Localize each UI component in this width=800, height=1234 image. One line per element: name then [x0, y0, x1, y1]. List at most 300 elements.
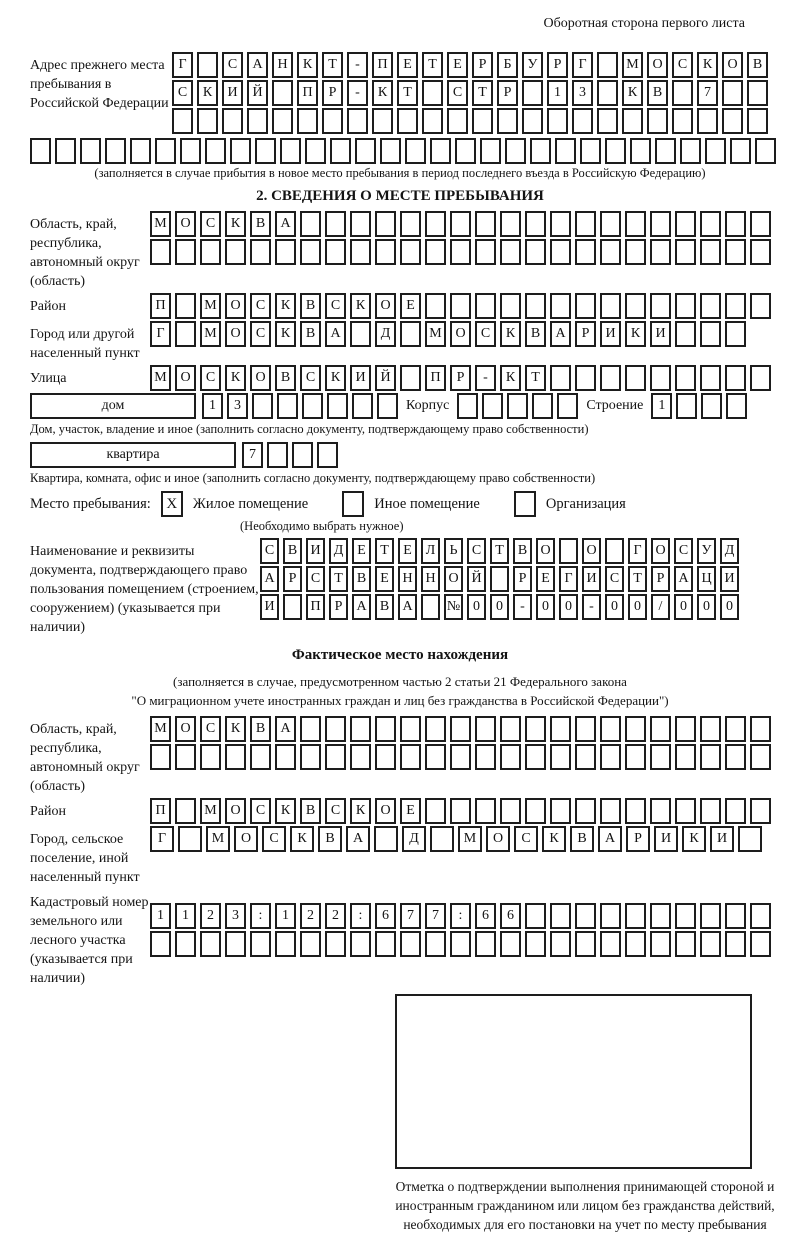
char-cell: 0 — [605, 594, 624, 620]
char-cell: О — [722, 52, 743, 78]
char-cell: С — [467, 538, 486, 564]
char-cell — [275, 239, 296, 265]
char-cell — [726, 393, 747, 419]
char-cell — [375, 239, 396, 265]
char-cell — [377, 393, 398, 419]
char-cell: О — [444, 566, 463, 592]
char-cell: И — [650, 321, 671, 347]
char-cell — [375, 211, 396, 237]
char-cell: А — [352, 594, 371, 620]
char-cell — [738, 826, 762, 852]
char-cell: Н — [398, 566, 417, 592]
char-cell — [530, 138, 551, 164]
char-cell — [600, 211, 621, 237]
char-cell: Е — [398, 538, 417, 564]
char-cell — [200, 931, 221, 957]
house-number-cells — [202, 393, 402, 419]
char-cell — [327, 393, 348, 419]
char-cell — [475, 211, 496, 237]
char-cell: Р — [322, 80, 343, 106]
char-cell: М — [200, 321, 221, 347]
char-cell — [500, 211, 521, 237]
char-cell — [700, 321, 721, 347]
char-cell: К — [622, 80, 643, 106]
char-cell: Д — [375, 321, 396, 347]
char-cell — [559, 538, 578, 564]
char-cell: О — [486, 826, 510, 852]
char-cell — [497, 108, 518, 134]
char-cell — [350, 716, 371, 742]
stroenie-cells — [651, 393, 751, 419]
prev-address-block — [30, 52, 770, 136]
char-cell: 7 — [697, 80, 718, 106]
char-cell — [252, 393, 273, 419]
char-cell — [525, 211, 546, 237]
char-cell — [175, 321, 196, 347]
char-cell: В — [300, 293, 321, 319]
region-block — [30, 211, 770, 291]
char-cell — [580, 138, 601, 164]
char-cell — [557, 393, 578, 419]
char-cell: Т — [422, 52, 443, 78]
char-cell — [700, 931, 721, 957]
char-cell — [575, 744, 596, 770]
char-cell — [725, 293, 746, 319]
char-cell — [655, 138, 676, 164]
char-cell — [300, 211, 321, 237]
char-cell — [700, 211, 721, 237]
char-cell: Г — [150, 321, 171, 347]
char-cell — [725, 239, 746, 265]
char-cell — [197, 108, 218, 134]
char-cell — [525, 931, 546, 957]
char-cell: Т — [525, 365, 546, 391]
char-cell: А — [674, 566, 693, 592]
char-cell — [222, 108, 243, 134]
char-cell — [300, 716, 321, 742]
char-cell — [725, 211, 746, 237]
char-cell — [600, 239, 621, 265]
char-cell — [705, 138, 726, 164]
region-row-2 — [150, 239, 775, 265]
char-cell — [255, 138, 276, 164]
char-cell: А — [346, 826, 370, 852]
char-cell: У — [697, 538, 716, 564]
char-cell — [197, 52, 218, 78]
char-cell: П — [297, 80, 318, 106]
char-cell: Д — [329, 538, 348, 564]
char-cell — [725, 931, 746, 957]
char-cell: 3 — [572, 80, 593, 106]
char-cell: М — [622, 52, 643, 78]
char-cell: С — [222, 52, 243, 78]
char-cell: К — [297, 52, 318, 78]
prev-address-label: Адрес прежнего места пребывания в Российской Федерации — [30, 58, 169, 111]
char-cell: М — [150, 211, 171, 237]
char-cell — [622, 108, 643, 134]
char-cell — [600, 716, 621, 742]
char-cell: - — [347, 52, 368, 78]
char-cell: А — [325, 321, 346, 347]
char-cell: В — [275, 365, 296, 391]
char-cell: В — [525, 321, 546, 347]
char-cell — [425, 239, 446, 265]
char-cell — [305, 138, 326, 164]
char-cell: Н — [272, 52, 293, 78]
char-cell: Ц — [697, 566, 716, 592]
apartment-note: Квартира, комната, офис и иное (заполнить согласно документу, подтверждающему право собственности) — [30, 471, 596, 485]
char-cell — [600, 931, 621, 957]
char-cell — [600, 798, 621, 824]
char-cell — [522, 80, 543, 106]
char-cell — [650, 239, 671, 265]
char-cell: С — [447, 80, 468, 106]
char-cell — [522, 108, 543, 134]
char-cell — [747, 80, 768, 106]
checkbox-residential: X — [161, 491, 183, 517]
char-cell: А — [398, 594, 417, 620]
char-cell — [275, 931, 296, 957]
cadastral-grid — [150, 903, 775, 959]
char-cell — [625, 798, 646, 824]
char-cell — [482, 393, 503, 419]
char-cell — [675, 365, 696, 391]
char-cell — [750, 931, 771, 957]
char-cell: Р — [472, 52, 493, 78]
char-cell: С — [260, 538, 279, 564]
char-cell — [225, 744, 246, 770]
char-cell — [450, 293, 471, 319]
prev-address-note: (заполняется в случае прибытия в новое место пребывания в период последнего въезда в Российскую Федерацию) — [94, 166, 706, 180]
char-cell — [625, 716, 646, 742]
region-row-1 — [150, 211, 775, 237]
char-cell — [330, 138, 351, 164]
char-cell — [425, 744, 446, 770]
document-label: Наименование и реквизиты документа, подтверждающего право пользования помещением (строением, сооружением) (указывается при наличии) — [30, 544, 259, 635]
char-cell — [475, 716, 496, 742]
char-cell — [700, 239, 721, 265]
char-cell: Е — [536, 566, 555, 592]
char-cell — [405, 138, 426, 164]
char-cell — [350, 931, 371, 957]
char-cell — [272, 80, 293, 106]
char-cell — [675, 239, 696, 265]
char-cell — [600, 903, 621, 929]
char-cell: - — [475, 365, 496, 391]
char-cell — [421, 594, 440, 620]
char-cell: Т — [375, 538, 394, 564]
char-cell — [425, 211, 446, 237]
char-cell — [205, 138, 226, 164]
char-cell — [30, 138, 51, 164]
char-cell: У — [522, 52, 543, 78]
char-cell: 0 — [674, 594, 693, 620]
actual-location-note-2: "О миграционном учете иностранных граждан и лиц без гражданства в Российской Федерации") — [131, 693, 669, 708]
char-cell: О — [647, 52, 668, 78]
char-cell — [372, 108, 393, 134]
char-cell — [597, 80, 618, 106]
char-cell — [675, 903, 696, 929]
actual-city-block — [30, 826, 770, 887]
char-cell: О — [375, 293, 396, 319]
option-label-organization: Организация — [545, 495, 626, 512]
char-cell — [355, 138, 376, 164]
char-cell: Г — [572, 52, 593, 78]
char-cell — [625, 293, 646, 319]
char-cell — [175, 744, 196, 770]
char-cell — [550, 716, 571, 742]
char-cell — [550, 744, 571, 770]
char-cell — [457, 393, 478, 419]
char-cell: / — [651, 594, 670, 620]
char-cell — [400, 744, 421, 770]
char-cell — [300, 931, 321, 957]
char-cell: С — [300, 365, 321, 391]
char-cell: Р — [450, 365, 471, 391]
char-cell: Й — [467, 566, 486, 592]
char-cell — [322, 108, 343, 134]
char-cell — [625, 744, 646, 770]
char-cell: - — [582, 594, 601, 620]
char-cell: Й — [375, 365, 396, 391]
char-cell — [750, 744, 771, 770]
char-cell: С — [605, 566, 624, 592]
actual-region-label: Область, край, республика, автономный округ (область) — [30, 722, 140, 794]
char-cell: Д — [720, 538, 739, 564]
prev-address-row-4-full — [30, 138, 770, 164]
char-cell — [475, 293, 496, 319]
char-cell — [600, 293, 621, 319]
char-cell: Г — [150, 826, 174, 852]
region-label: Область, край, республика, автономный округ (область) — [30, 217, 140, 289]
char-cell — [350, 239, 371, 265]
char-cell — [700, 744, 721, 770]
char-cell: К — [225, 365, 246, 391]
document-row-1 — [260, 538, 743, 564]
char-cell: О — [250, 365, 271, 391]
char-cell — [400, 239, 421, 265]
char-cell: В — [300, 798, 321, 824]
char-cell — [400, 931, 421, 957]
prev-address-row-3 — [172, 108, 772, 134]
char-cell — [350, 321, 371, 347]
char-cell: Т — [628, 566, 647, 592]
char-cell: О — [225, 798, 246, 824]
char-cell — [200, 239, 221, 265]
char-cell — [325, 744, 346, 770]
char-cell — [725, 321, 746, 347]
char-cell — [500, 716, 521, 742]
char-cell — [447, 108, 468, 134]
char-cell: Р — [497, 80, 518, 106]
char-cell — [550, 931, 571, 957]
char-cell: П — [306, 594, 325, 620]
char-cell — [350, 211, 371, 237]
actual-district-row — [150, 798, 775, 824]
city-label: Город или другой населенный пункт — [30, 327, 140, 361]
char-cell: П — [372, 52, 393, 78]
char-cell — [750, 239, 771, 265]
char-cell — [230, 138, 251, 164]
char-cell: № — [444, 594, 463, 620]
char-cell — [525, 798, 546, 824]
char-cell: Р — [329, 594, 348, 620]
char-cell — [725, 365, 746, 391]
char-cell: 0 — [559, 594, 578, 620]
korpus-label: Корпус — [406, 398, 450, 413]
document-row-2 — [260, 566, 743, 592]
char-cell — [105, 138, 126, 164]
char-cell: Ь — [444, 538, 463, 564]
char-cell — [547, 108, 568, 134]
char-cell: А — [275, 716, 296, 742]
char-cell — [422, 108, 443, 134]
char-cell: И — [600, 321, 621, 347]
char-cell — [700, 903, 721, 929]
char-cell — [455, 138, 476, 164]
char-cell — [374, 826, 398, 852]
char-cell — [302, 393, 323, 419]
char-cell: М — [150, 716, 171, 742]
char-cell — [525, 239, 546, 265]
actual-city-row — [150, 826, 766, 852]
char-cell — [625, 931, 646, 957]
char-cell: К — [542, 826, 566, 852]
checkbox-organization — [514, 491, 536, 517]
char-cell — [500, 744, 521, 770]
char-cell: С — [306, 566, 325, 592]
char-cell: Т — [322, 52, 343, 78]
district-row — [150, 293, 775, 319]
char-cell: С — [325, 293, 346, 319]
char-cell: С — [672, 52, 693, 78]
char-cell — [701, 393, 722, 419]
char-cell: 7 — [242, 442, 263, 468]
char-cell: В — [318, 826, 342, 852]
document-grid — [260, 538, 743, 622]
char-cell: 1 — [175, 903, 196, 929]
char-cell — [400, 321, 421, 347]
char-cell: И — [350, 365, 371, 391]
char-cell — [750, 365, 771, 391]
char-cell — [400, 365, 421, 391]
char-cell — [650, 211, 671, 237]
char-cell — [283, 594, 302, 620]
char-cell — [600, 744, 621, 770]
char-cell — [450, 744, 471, 770]
region-grid — [150, 211, 775, 267]
char-cell — [750, 798, 771, 824]
char-cell — [755, 138, 776, 164]
char-cell: В — [375, 594, 394, 620]
char-cell — [55, 138, 76, 164]
char-cell — [575, 716, 596, 742]
char-cell: 2 — [300, 903, 321, 929]
char-cell — [175, 798, 196, 824]
char-cell — [490, 566, 509, 592]
char-cell: О — [225, 321, 246, 347]
char-cell: Б — [497, 52, 518, 78]
char-cell — [325, 239, 346, 265]
char-cell: 2 — [200, 903, 221, 929]
char-cell — [550, 239, 571, 265]
char-cell: К — [682, 826, 706, 852]
char-cell: Л — [421, 538, 440, 564]
char-cell — [575, 365, 596, 391]
char-cell — [650, 931, 671, 957]
char-cell — [247, 108, 268, 134]
char-cell — [750, 293, 771, 319]
char-cell: А — [247, 52, 268, 78]
char-cell — [625, 903, 646, 929]
char-cell — [672, 108, 693, 134]
char-cell — [550, 293, 571, 319]
char-cell: Р — [575, 321, 596, 347]
char-cell — [180, 138, 201, 164]
char-cell: В — [647, 80, 668, 106]
char-cell — [325, 716, 346, 742]
char-cell — [675, 798, 696, 824]
char-cell: Е — [352, 538, 371, 564]
char-cell: Т — [490, 538, 509, 564]
char-cell — [525, 903, 546, 929]
option-label-residential: Жилое помещение — [192, 495, 309, 512]
char-cell — [676, 393, 697, 419]
char-cell — [352, 393, 373, 419]
char-cell — [625, 365, 646, 391]
street-label: Улица — [30, 371, 67, 386]
prev-address-row-2 — [172, 80, 772, 106]
char-cell — [297, 108, 318, 134]
char-cell: Р — [651, 566, 670, 592]
char-cell — [430, 138, 451, 164]
char-cell: Е — [375, 566, 394, 592]
stroenie-label: Строение — [586, 398, 644, 413]
char-cell: Р — [626, 826, 650, 852]
char-cell — [550, 798, 571, 824]
char-cell: О — [651, 538, 670, 564]
char-cell — [175, 293, 196, 319]
char-cell — [600, 365, 621, 391]
char-cell — [175, 239, 196, 265]
street-row — [150, 365, 775, 391]
char-cell: Й — [247, 80, 268, 106]
char-cell — [450, 716, 471, 742]
char-cell — [267, 442, 288, 468]
char-cell — [672, 80, 693, 106]
char-cell — [425, 798, 446, 824]
char-cell: К — [325, 365, 346, 391]
char-cell: М — [425, 321, 446, 347]
char-cell: С — [200, 365, 221, 391]
char-cell: В — [570, 826, 594, 852]
char-cell: 0 — [697, 594, 716, 620]
char-cell — [500, 931, 521, 957]
char-cell — [475, 931, 496, 957]
char-cell: 0 — [490, 594, 509, 620]
char-cell — [422, 80, 443, 106]
char-cell: О — [175, 716, 196, 742]
char-cell — [450, 798, 471, 824]
korpus-cells — [457, 393, 582, 419]
stay-place-note: (Необходимо выбрать нужное) — [240, 519, 404, 533]
char-cell — [675, 293, 696, 319]
char-cell: 2 — [325, 903, 346, 929]
char-cell: К — [225, 211, 246, 237]
char-cell: Н — [421, 566, 440, 592]
char-cell: 7 — [425, 903, 446, 929]
char-cell: 1 — [202, 393, 223, 419]
